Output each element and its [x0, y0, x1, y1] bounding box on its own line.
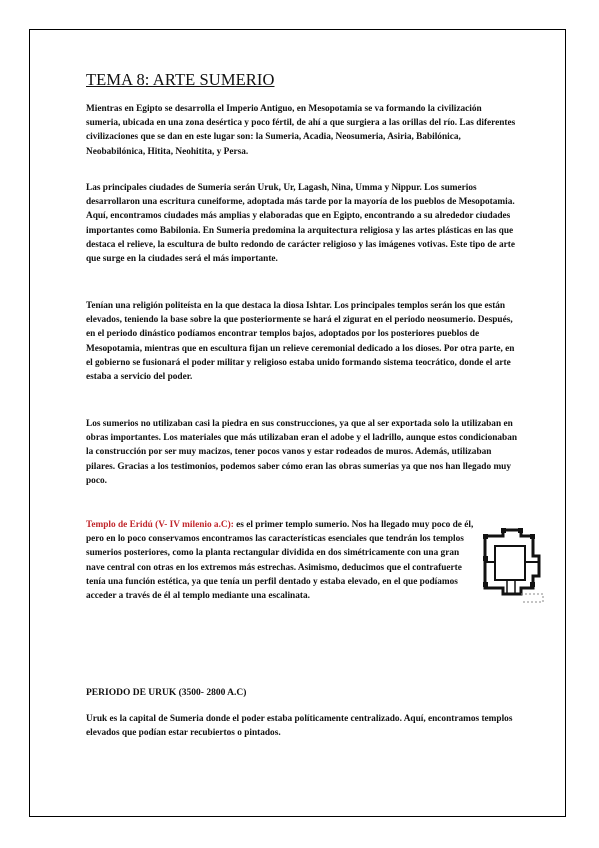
paragraph-eridu — [86, 518, 474, 603]
document-content — [86, 70, 518, 739]
eridu-text: es el primer templo sumerio. Nos ha llegado muy poco de él, pero en lo poco conservamos encontramos las características esenciales que tendrán los templos sumerios posteriores, como la planta rectangular dividida en dos simétricamente con una gran nave central con otras en los extremos más estrechas. Asimismo, deducimos que el contrafuerte tenía una función estética, ya que tenía un perfil dentado y estaba elevado, en el que podíamos acceder a través de él al templo mediante una escalinata. — [86, 520, 474, 602]
paragraph-cities: Las principales ciudades de Sumeria serán Uruk, Ur, Lagash, Nina, Umma y Nippur. Los sumerios desarrollaron una escritura cuneiforme, adoptada más tarde por la mayoría de los pueblos de Mesopotamia. Aquí, encontramos ciudades más amplias y elaboradas que en Egipto, encontrando a su alrededor ciudades importantes como Babilonia. En Sumeria predomina la arquitectura religiosa y las artes plásticas en las que destaca el relieve, la escultura de bulto redondo de carácter religioso y las imágenes votivas. Este tipo de arte que surge en la ciudades será el más importante. — [86, 183, 515, 265]
page-title: TEMA 8: ARTE SUMERIO — [86, 70, 275, 89]
paragraph-intro: Mientras en Egipto se desarrolla el Imperio Antiguo, en Mesopotamia se va formando la civilización sumeria, ubicada en una zona desértica y poco fértil, de ahí a que surgiera a las orillas del río. Las diferentes civilizaciones que se dan en este lugar son: la Sumeria, Acadia, Neosumeria, Asiria, Babilónica, Neobabilónica, Hitita, Neohitita, y Persa. — [86, 104, 516, 157]
eridu-temple-floorplan-image — [481, 526, 551, 606]
section-heading-uruk: PERIODO DE URUK (3500- 2800 A.C) — [86, 688, 247, 698]
paragraph-religion: Tenían una religión politeísta en la que destaca la diosa Ishtar. Los principales templos serán los que están elevados, teniendo la base sobre la que posteriormente se hará el zigurat en el periodo neosumerio. Después, en el periodo dinástico podíamos encontrar templos bajos, adoptados por los posteriores pueblos de Mesopotamia, mientras que en escultura fijan un relieve ceremonial dedicado a los dioses. Por otra parte, en el gobierno se fusionará el poder militar y religioso estaba unido formando sistema teocrático, donde el arte estaba a servicio del poder. — [86, 301, 515, 383]
paragraph-uruk: Uruk es la capital de Sumeria donde el poder estaba políticamente centralizado. Aquí, encontramos templos elevados que podían estar recubiertos o pintados. — [86, 714, 513, 739]
eridu-heading: Templo de Eridú (V- IV milenio a.C): — [86, 520, 234, 530]
paragraph-materials: Los sumerios no utilizaban casi la piedra en sus construcciones, ya que al ser exportada solo la utilizaban en obras importantes. Los materiales que más utilizaban eran el adobe y el ladrillo, aunque estos condicionaban la construcción por ser muy macizos, tener pocos vanos y estar rodeados de muros. Además, utilizaban pilares. Gracias a los testimonios, podemos saber cómo eran las obras sumerias ya que nos han llegado muy poco. — [86, 419, 518, 486]
